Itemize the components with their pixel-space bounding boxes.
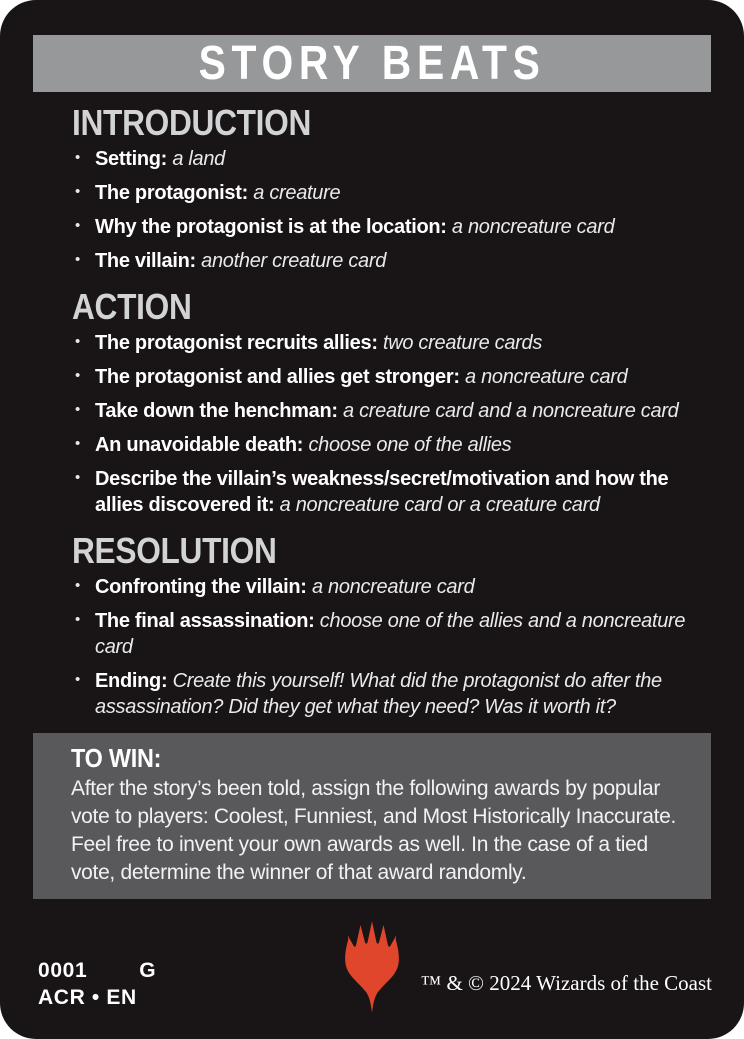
section-heading-introduction: INTRODUCTION <box>72 102 312 143</box>
bullet-dot-icon: • <box>75 333 80 350</box>
bullet-detail: a noncreature card <box>311 576 475 598</box>
bullet-detail: a noncreature card or a creature card <box>279 494 600 516</box>
card-body <box>72 98 714 736</box>
bullet-dot-icon: • <box>75 367 80 384</box>
bullet-item <box>72 668 714 720</box>
bullet-detail: a land <box>172 148 226 170</box>
bullet-detail: a noncreature card <box>464 366 628 388</box>
bullet-item <box>72 330 714 356</box>
bullet-label: An unavoidable death: <box>95 434 304 456</box>
card-title-banner <box>33 35 711 92</box>
bullet-label: Why the protagonist is at the location: <box>95 216 447 238</box>
copyright-text: ™ & © 2024 Wizards of the Coast <box>420 971 712 995</box>
collector-info <box>38 957 156 1011</box>
bullet-item <box>72 466 714 518</box>
to-win-box <box>33 733 711 899</box>
bullet-dot-icon: • <box>75 401 80 418</box>
introduction-bullet-list <box>72 146 714 274</box>
resolution-bullet-list <box>72 574 714 720</box>
mtg-planeswalker-icon <box>340 917 404 1015</box>
to-win-body: After the story’s been told, assign the following awards by popular vote to players: Coolest, Funniest, and Most Historically Inaccurate. Feel free to invent your own awards as well. In the case of a tied vote, determine the winner of that award randomly. <box>71 777 677 884</box>
bullet-item <box>72 364 714 390</box>
section-resolution <box>72 530 714 720</box>
bullet-label: The protagonist recruits allies: <box>95 332 378 354</box>
bullet-label: Take down the henchman: <box>95 400 338 422</box>
bullet-item <box>72 574 714 600</box>
bullet-dot-icon: • <box>75 671 80 688</box>
bullet-dot-icon: • <box>75 149 80 166</box>
card-title: STORY BEATS <box>198 37 546 90</box>
bullet-label: The villain: <box>95 250 196 272</box>
action-bullet-list <box>72 330 714 518</box>
set-code: ACR • EN <box>38 986 137 1009</box>
bullet-label: Ending: <box>95 670 168 692</box>
bullet-detail: a noncreature card <box>451 216 615 238</box>
bullet-detail: a creature card and a noncreature card <box>343 400 679 422</box>
bullet-label: Confronting the villain: <box>95 576 307 598</box>
bullet-item <box>72 608 714 660</box>
bullet-item <box>72 432 714 458</box>
bullet-item <box>72 398 714 424</box>
bullet-label: The protagonist and allies get stronger: <box>95 366 460 388</box>
to-win-heading: TO WIN: <box>71 743 162 773</box>
bullet-item <box>72 248 714 274</box>
bullet-detail: Create this yourself! What did the protagonist do after the assassination? Did they get what they need? Was it worth it? <box>95 670 662 718</box>
bullet-dot-icon: • <box>75 469 80 486</box>
bullet-detail: two creature cards <box>382 332 543 354</box>
bullet-dot-icon: • <box>75 435 80 452</box>
bullet-item <box>72 214 714 240</box>
bullet-item <box>72 180 714 206</box>
bullet-label: The protagonist: <box>95 182 248 204</box>
bullet-dot-icon: • <box>75 611 80 628</box>
section-action <box>72 286 714 518</box>
bullet-detail: choose one of the allies and a noncreature card <box>95 610 686 658</box>
section-introduction <box>72 102 714 274</box>
bullet-dot-icon: • <box>75 217 80 234</box>
bullet-label: Describe the villain’s weakness/secret/motivation and how the allies discovered it: <box>95 468 669 516</box>
bullet-label: Setting: <box>95 148 168 170</box>
bullet-item <box>72 146 714 172</box>
bullet-label: The final assassination: <box>95 610 315 632</box>
collector-line <box>38 957 156 984</box>
section-heading-action: ACTION <box>72 286 192 327</box>
bullet-dot-icon: • <box>75 577 80 594</box>
rarity-indicator: G <box>139 959 157 982</box>
bullet-dot-icon: • <box>75 251 80 268</box>
bullet-detail: choose one of the allies <box>308 434 512 456</box>
card-footer <box>0 905 744 1039</box>
bullet-detail: another creature card <box>201 250 387 272</box>
bullet-dot-icon: • <box>75 183 80 200</box>
section-heading-resolution: RESOLUTION <box>72 530 277 571</box>
collector-number: 0001 <box>38 959 88 982</box>
bullet-detail: a creature <box>253 182 341 204</box>
